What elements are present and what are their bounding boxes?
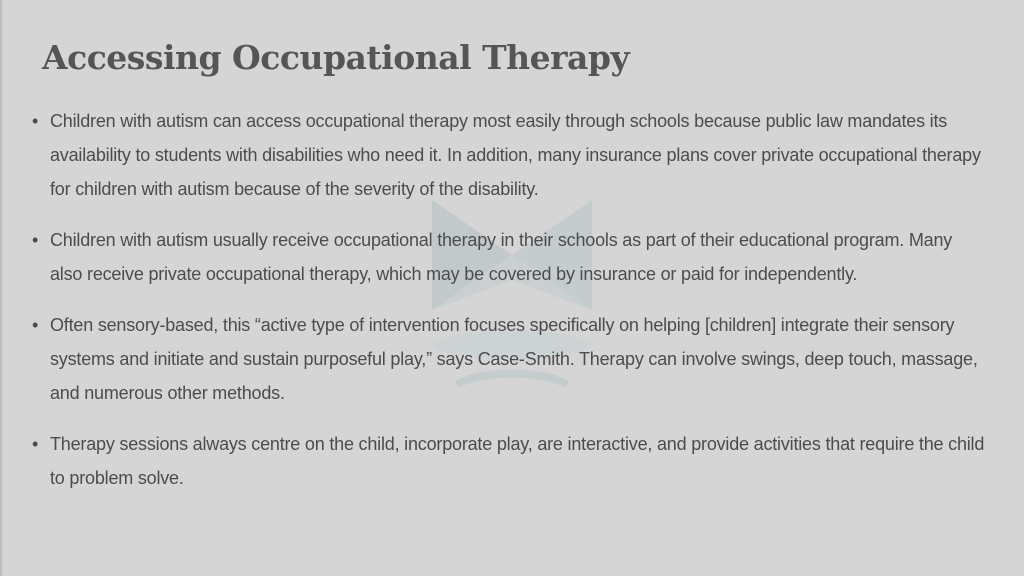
bullet-item <box>32 308 987 410</box>
bullet-item <box>32 104 987 206</box>
bullet-dot-icon: • <box>32 111 39 131</box>
bullet-item <box>32 223 987 291</box>
bullet-text: Children with autism usually receive occupational therapy in their schools as part of their educational program. Many also receive private occupational therapy, which may be covered by insurance or paid for independently. <box>50 230 953 284</box>
bullet-item <box>32 427 987 495</box>
bullet-text: Children with autism can access occupational therapy most easily through schools because public law mandates its availability to students with disabilities who need it. In addition, many insurance plans cover private occupational therapy for children with autism because of the severity of the disability. <box>50 111 981 199</box>
bullet-dot-icon: • <box>32 315 39 335</box>
bullet-text: Therapy sessions always centre on the child, incorporate play, are interactive, and provide activities that require the child to problem solve. <box>50 434 985 488</box>
bullet-dot-icon: • <box>32 230 39 250</box>
bullet-list <box>32 104 987 512</box>
slide-title: Accessing Occupational Therapy <box>42 38 630 77</box>
bullet-text: Often sensory-based, this “active type of intervention focuses specifically on helping [children] integrate their sensory systems and initiate and sustain purposeful play,” says Case-Smith. Therapy can involve swings, deep touch, massage, and numerous other methods. <box>50 315 978 403</box>
bullet-dot-icon: • <box>32 434 39 454</box>
